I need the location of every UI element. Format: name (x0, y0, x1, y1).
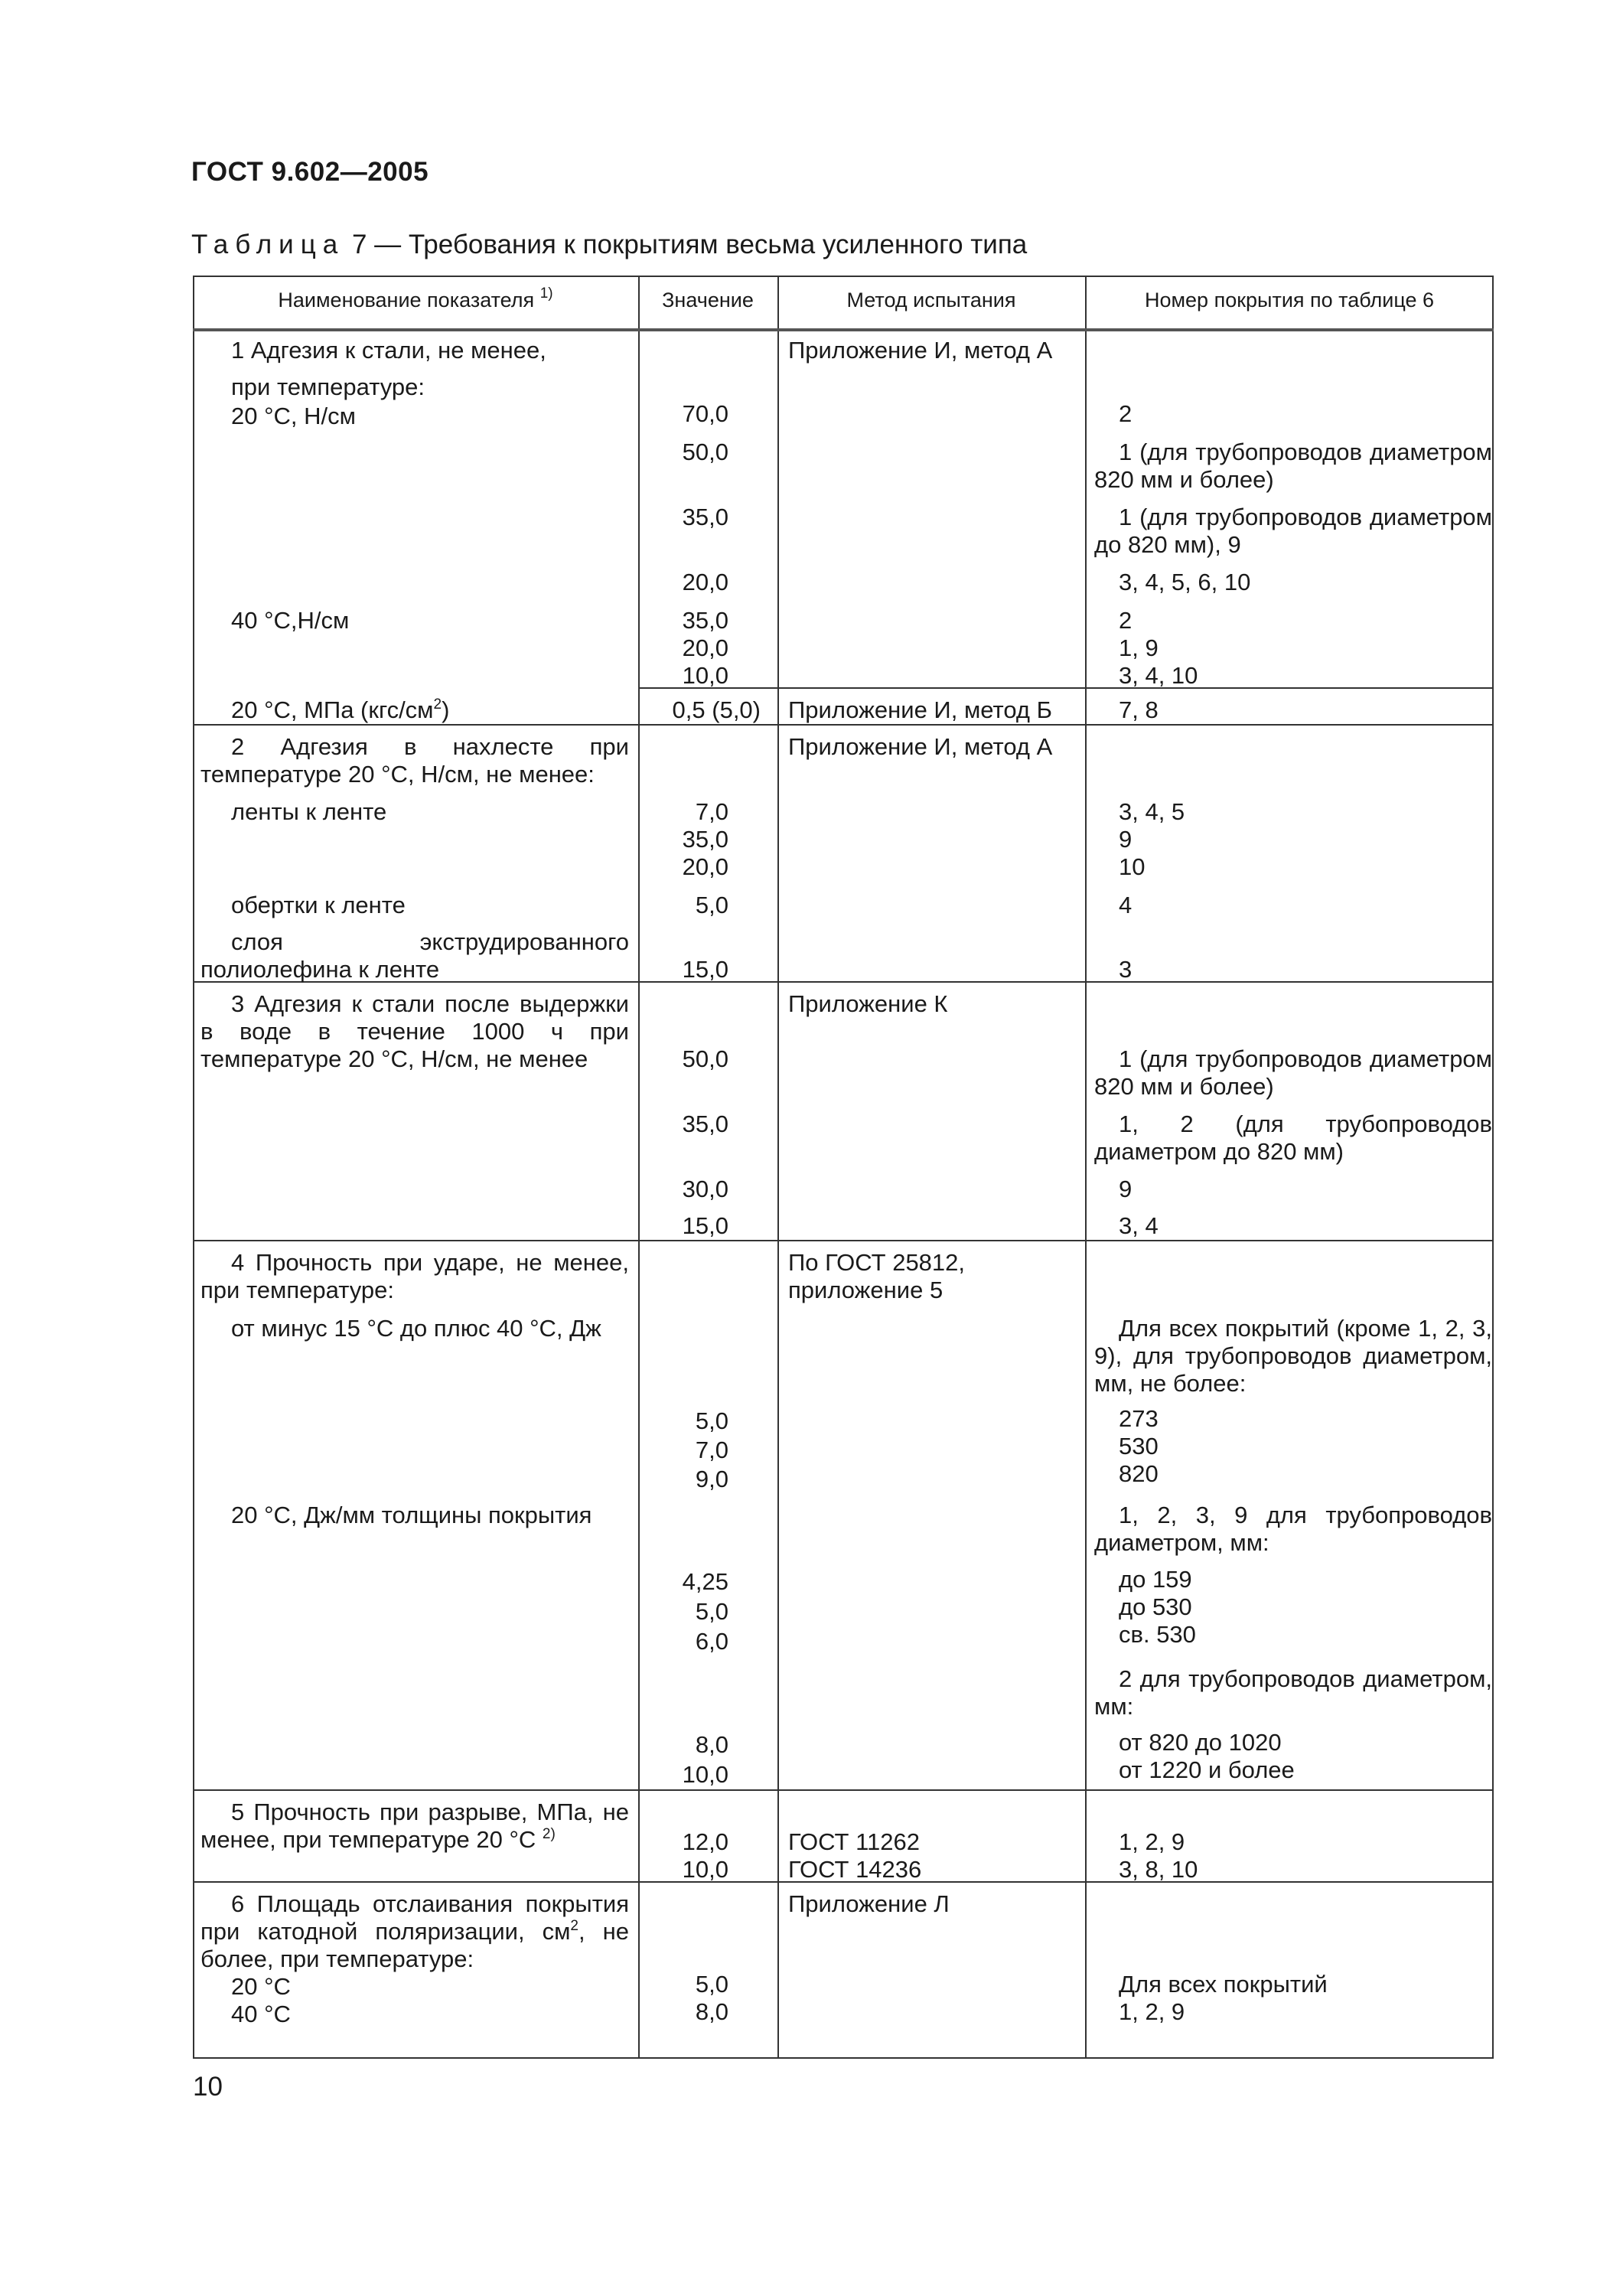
row2-coating: 10 (1119, 853, 1146, 880)
row4-coating: от 1220 и более (1119, 1756, 1295, 1783)
header-name: Наименование показателя $^{1)}$ (278, 285, 553, 311)
column-divider (777, 276, 779, 2059)
row-divider (638, 687, 1494, 689)
row4-subtitle: 20 °С, Дж/мм толщины покрытия (231, 1502, 592, 1528)
header-value: Значение (662, 289, 754, 311)
row1-value: 35,0 (682, 504, 728, 530)
row1-temp-20: 20 °С, Н/см (231, 403, 356, 429)
row2-coating: 3, 4, 5 (1119, 798, 1185, 825)
row2-title: 2 Адгезия в нахлесте при температуре 20 °С, Н/см, не менее: (200, 733, 629, 788)
row3-title: 3 Адгезия к стали после выдержки в воде в течение 1000 ч при температуре 20 °С, Н/см, не менее (200, 990, 629, 1072)
row3-value: 50,0 (682, 1045, 728, 1072)
row1-coating: 2 (1119, 400, 1133, 427)
row2-value: 35,0 (682, 826, 728, 853)
row1-subtitle: при температуре: (231, 373, 425, 400)
page-number: 10 (193, 2072, 223, 2102)
document-code: ГОСТ 9.602—2005 (191, 157, 429, 187)
row5-coating: 3, 8, 10 (1119, 1856, 1198, 1883)
row4-value: 7,0 (695, 1437, 728, 1463)
row2-value: 5,0 (695, 892, 728, 918)
row4-coating-note: 1, 2, 3, 9 для трубопроводов диаметром, мм: (1094, 1502, 1492, 1556)
row4-coating: 820 (1119, 1460, 1159, 1487)
column-divider (1085, 276, 1087, 2059)
row1-coating: 2 (1119, 607, 1133, 634)
row5-value: 10,0 (682, 1856, 728, 1883)
row-divider (193, 724, 1494, 726)
row3-method: Приложение К (788, 990, 948, 1017)
row4-title: 4 Прочность при ударе, не менее, при температуре: (200, 1249, 629, 1303)
row1-value: 50,0 (682, 439, 728, 465)
row1-value: 20,0 (682, 634, 728, 661)
row-divider (193, 1240, 1494, 1241)
row3-value: 15,0 (682, 1212, 728, 1239)
row2-subtitle: ленты к ленте (231, 798, 387, 825)
header-coating: Номер покрытия по таблице 6 (1144, 289, 1435, 311)
row4-value: 6,0 (695, 1628, 728, 1655)
header-divider (193, 328, 1494, 331)
row4-value: 4,25 (682, 1568, 728, 1595)
row6-title: 6 Площадь отслаивания покрытия при катодной поляризации, $см^2$, не более, при температуре: (200, 1890, 629, 1972)
row4-coating: от 820 до 1020 (1119, 1729, 1282, 1756)
row1-title: 1 Адгезия к стали, не менее, (231, 337, 546, 364)
row1-mpa-coating: 7, 8 (1119, 696, 1159, 723)
row3-coating: 1, 2 (для трубопроводов диаметром до 820 мм) (1094, 1110, 1492, 1165)
row5-value: 12,0 (682, 1828, 728, 1855)
row4-coating: св. 530 (1119, 1621, 1196, 1648)
caption-word: Таблица (191, 230, 345, 259)
row4-value: 8,0 (695, 1731, 728, 1758)
row1-coating: 3, 4, 10 (1119, 662, 1198, 689)
row3-coating: 3, 4 (1119, 1212, 1159, 1239)
row1-method: Приложение И, метод А (788, 337, 1053, 364)
row3-coating: 1 (для трубопроводов диаметром 820 мм и более) (1094, 1045, 1492, 1100)
row4-coating: 530 (1119, 1433, 1159, 1459)
row1-value: 70,0 (682, 400, 728, 427)
row1-mpa-label: 20 °С, МПа $(кгс/см^2)$ (231, 696, 450, 723)
row2-value: 15,0 (682, 956, 728, 983)
row1-coating: 1 (для трубопроводов диаметром 820 мм и более) (1094, 439, 1492, 493)
row1-coating: 1 (для трубопроводов диаметром до 820 мм), 9 (1094, 504, 1492, 558)
row4-value: 9,0 (695, 1466, 728, 1492)
row1-value: 35,0 (682, 607, 728, 634)
row6-value: 5,0 (695, 1971, 728, 1998)
row2-coating: 4 (1119, 892, 1133, 918)
row1-temp-40: 40 °С,Н/см (231, 607, 350, 634)
row5-method: ГОСТ 11262 (788, 1828, 920, 1855)
row1-mpa-method: Приложение И, метод Б (788, 696, 1052, 723)
row1-mpa-value: 0,5 (5,0) (672, 696, 761, 723)
caption-text: 7 — Требования к покрытиям весьма усиленного типа (344, 230, 1028, 259)
row4-value: 10,0 (682, 1761, 728, 1788)
row6-method: Приложение Л (788, 1890, 950, 1917)
row6-value: 8,0 (695, 1998, 728, 2025)
row4-subtitle: от минус 15 °С до плюс 40 °С, Дж (231, 1315, 601, 1342)
row4-coating-note: 2 для трубопроводов диаметром, мм: (1094, 1665, 1492, 1720)
row4-coating: 273 (1119, 1405, 1159, 1432)
header-method: Метод испытания (846, 289, 1016, 311)
row6-coating: Для всех покрытий (1119, 1971, 1328, 1998)
row4-value: 5,0 (695, 1598, 728, 1625)
row1-coating: 1, 9 (1119, 634, 1159, 661)
row1-coating: 3, 4, 5, 6, 10 (1119, 569, 1251, 595)
row2-method: Приложение И, метод А (788, 733, 1053, 760)
row2-subtitle: слоя экструдированного полиолефина к ленте (200, 928, 629, 983)
table-caption (191, 230, 1027, 260)
row5-method: ГОСТ 14236 (788, 1856, 922, 1883)
row4-method: По ГОСТ 25812, приложение 5 (788, 1249, 966, 1303)
row2-value: 7,0 (695, 798, 728, 825)
row6-temp: 20 °С (231, 1973, 291, 2000)
row-divider (193, 1789, 1494, 1791)
row1-value: 10,0 (682, 662, 728, 689)
row3-value: 35,0 (682, 1110, 728, 1137)
row2-coating: 3 (1119, 956, 1133, 983)
row4-coating: до 159 (1119, 1566, 1192, 1593)
row2-subtitle: обертки к ленте (231, 892, 406, 918)
row6-temp: 40 °С (231, 2001, 291, 2027)
column-divider (638, 276, 640, 2059)
row1-value: 20,0 (682, 569, 728, 595)
row3-value: 30,0 (682, 1176, 728, 1202)
row5-coating: 1, 2, 9 (1119, 1828, 1185, 1855)
row2-value: 20,0 (682, 853, 728, 880)
row5-title: 5 Прочность при разрыве, МПа, не менее, при температуре 20 °С $^{2)}$ (200, 1799, 629, 1853)
row3-coating: 9 (1119, 1176, 1133, 1202)
row4-coating: до 530 (1119, 1593, 1192, 1620)
row4-value: 5,0 (695, 1407, 728, 1434)
row4-coating-note: Для всех покрытий (кроме 1, 2, 3, 9), для трубопроводов диаметром, мм, не более: (1094, 1315, 1492, 1397)
row6-coating: 1, 2, 9 (1119, 1998, 1185, 2025)
row2-coating: 9 (1119, 826, 1133, 853)
